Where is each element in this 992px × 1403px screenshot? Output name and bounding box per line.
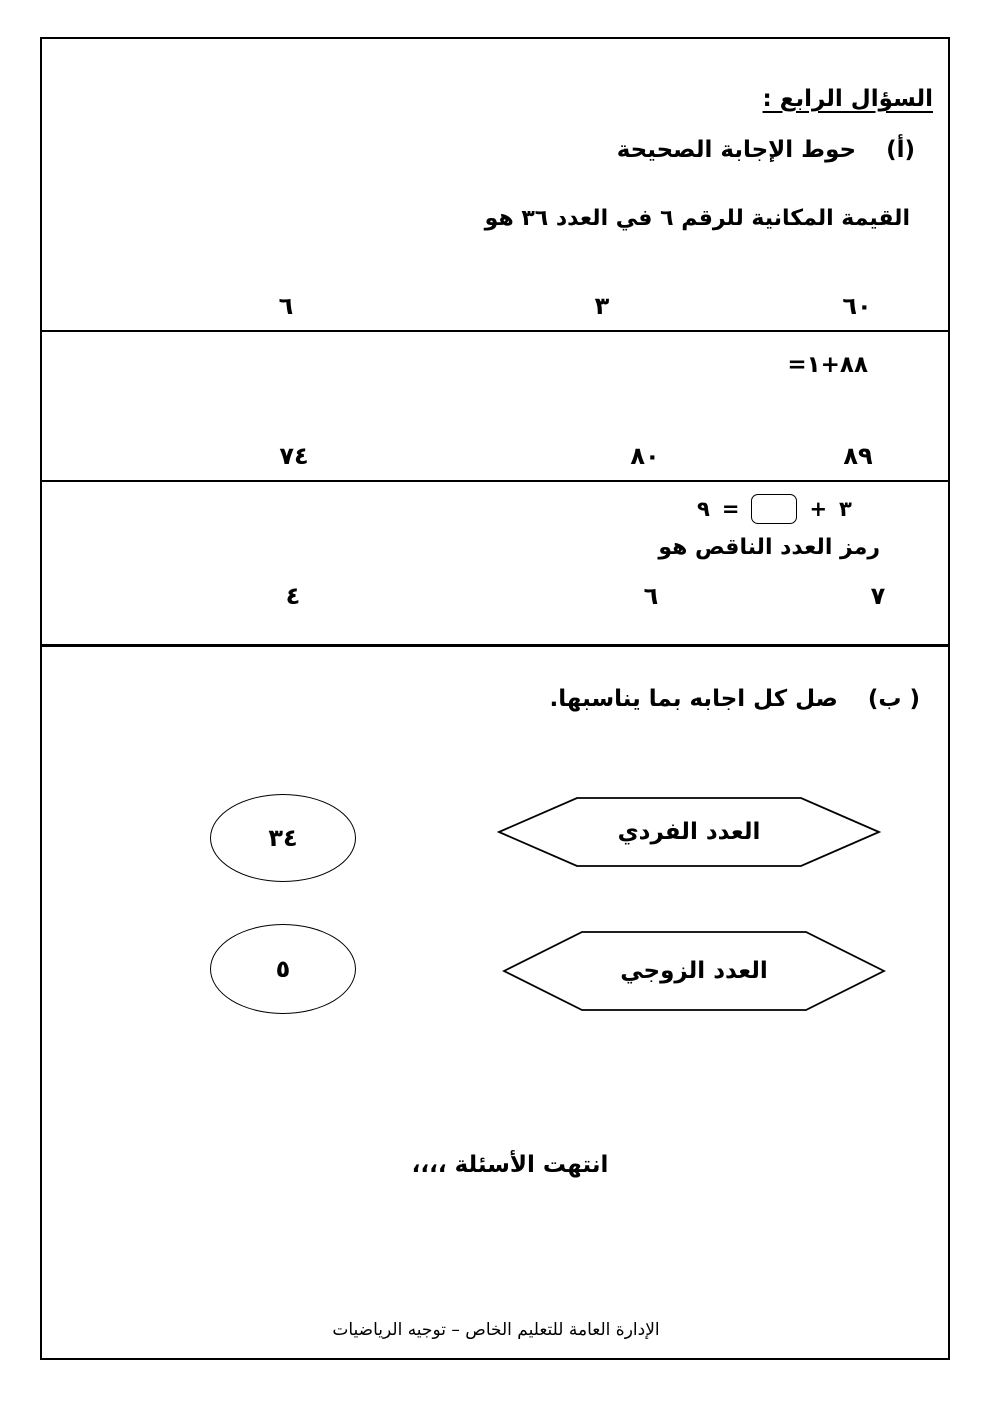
missing-number-box — [751, 494, 797, 524]
ellipse-34-label: ٣٤ — [268, 824, 298, 852]
q2-option-2: ٨٠ — [630, 442, 660, 470]
footer-text: الإدارة العامة للتعليم الخاص – توجيه الرياضيات — [332, 1320, 660, 1340]
q3-option-2: ٦ — [643, 582, 659, 610]
part-a-instruction: حوط الإجابة الصحيحة — [616, 137, 857, 163]
divider-line-2 — [41, 480, 949, 482]
part-a-label: (أ) — [886, 137, 915, 163]
divider-line-1 — [41, 330, 949, 332]
equation-result: ٩ — [697, 497, 710, 521]
match-hexagon-odd-number — [497, 796, 881, 868]
q2-option-3: ٧٤ — [279, 442, 309, 470]
match-ellipse-5 — [210, 924, 356, 1014]
question-four-heading: السؤال الرابع : — [762, 86, 933, 112]
q3-option-3: ٤ — [285, 582, 301, 610]
even-number-label: العدد الزوجي — [620, 958, 768, 984]
equals-sign: = — [721, 497, 740, 521]
divider-line-3 — [41, 644, 949, 647]
end-of-questions-note: انتهت الأسئلة ،،،، — [411, 1152, 609, 1178]
odd-number-label: العدد الفردي — [617, 819, 761, 845]
q3-equation — [697, 494, 852, 524]
q1-option-2: ٣ — [594, 292, 610, 320]
q1-option-3: ٦ — [278, 292, 294, 320]
q3-option-1: ٧ — [870, 582, 886, 610]
q1-text: القيمة المكانية للرقم ٦ في العدد ٣٦ هو — [484, 206, 910, 231]
q2-expression: ٨٨+١= — [787, 352, 868, 378]
equation-addend: ٣ — [839, 497, 852, 521]
match-hexagon-even-number — [502, 930, 886, 1012]
q2-option-1: ٨٩ — [843, 442, 873, 470]
q3-options-row — [0, 582, 992, 616]
part-b-instruction: صل كل اجابه بما يناسبها. — [549, 686, 838, 712]
part-b-header — [550, 686, 920, 712]
match-ellipse-34 — [210, 794, 356, 882]
part-b-label: ( ب) — [867, 686, 920, 712]
q3-text: رمز العدد الناقص هو — [658, 535, 880, 560]
plus-sign: + — [809, 497, 828, 521]
q1-option-1: ٦٠ — [842, 292, 872, 320]
ellipse-5-label: ٥ — [275, 955, 291, 983]
part-a-header — [617, 137, 915, 163]
q2-options-row — [0, 442, 992, 476]
q1-options-row — [0, 292, 992, 326]
